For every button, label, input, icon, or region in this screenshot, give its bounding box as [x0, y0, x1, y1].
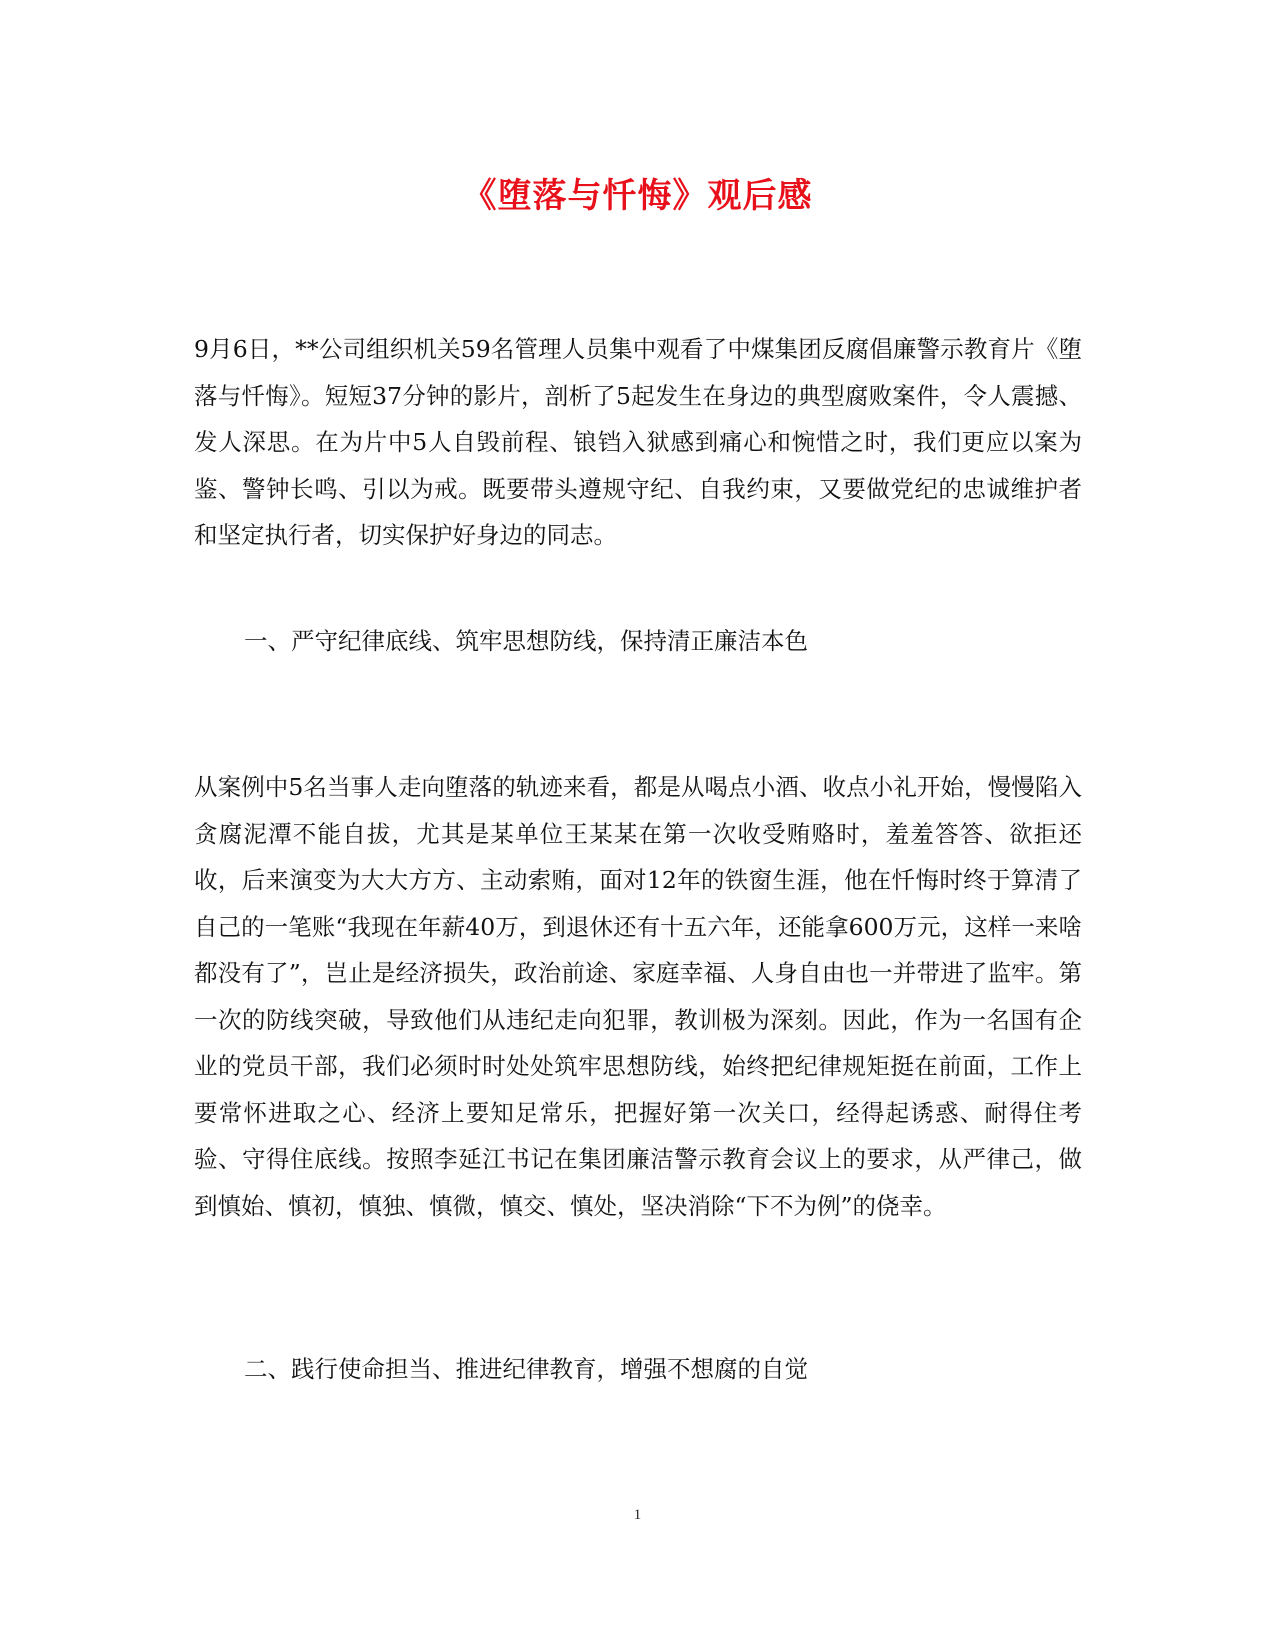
section-2-heading: 二、践行使命担当、推进纪律教育，增强不想腐的自觉 — [244, 1355, 808, 1383]
section-1-heading: 一、严守纪律底线、筑牢思想防线，保持清正廉洁本色 — [244, 627, 808, 655]
intro-paragraph: 9月6日，**公司组织机关59名管理人员集中观看了中煤集团反腐倡廉警示教育片《堕落与忏悔》。短短37分钟的影片，剖析了5起发生在身边的典型腐败案件，令人震撼、发人深思。在为片中5人自毁前程、锒铛入狱感到痛心和惋惜之时，我们更应以案为鉴、警钟长鸣、引以为戒。既要带头遵规守纪、自我约束，又要做党纪的忠诚维护者和坚定执行者，切实保护好身边的同志。 — [194, 335, 1082, 549]
page-number: 1 — [633, 1507, 642, 1523]
section-1-paragraph: 从案例中5名当事人走向堕落的轨迹来看，都是从喝点小酒、收点小礼开始，慢慢陷入贪腐泥潭不能自拔，尤其是某单位王某某在第一次收受贿赂时，羞羞答答、欲拒还收，后来演变为大大方方、主动索贿，面对12年的铁窗生涯，他在忏悔时终于算清了自己的一笔账“我现在年薪40万，到退休还有十五六年，还能拿600万元，这样一来啥都没有了”，岂止是经济损失，政治前途、家庭幸福、人身自由也一并带进了监牢。第一次的防线突破，导致他们从违纪走向犯罪，教训极为深刻。因此，作为一名国有企业的党员干部，我们必须时时处处筑牢思想防线，始终把纪律规矩挺在前面，工作上要常怀进取之心、经济上要知足常乐，把握好第一次关口，经得起诱惑、耐得住考验、守得住底线。按照李延江书记在集团廉洁警示教育会议上的要求，从严律己，做到慎始、慎初，慎独、慎微，慎交、慎处，坚决消除“下不为例”的侥幸。 — [194, 773, 1082, 1220]
document-title: 《堕落与忏悔》观后感 — [462, 176, 813, 216]
